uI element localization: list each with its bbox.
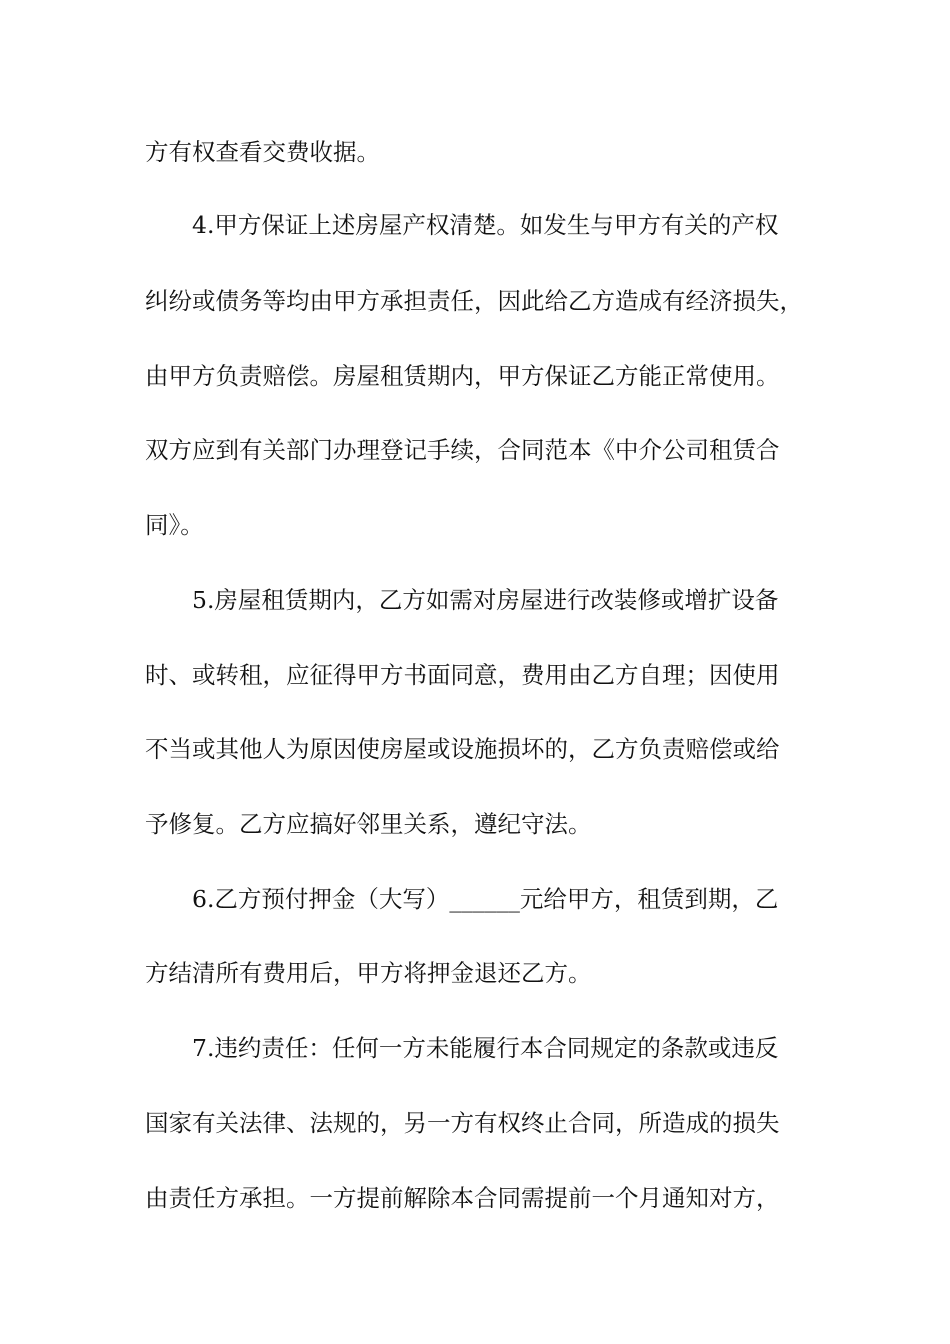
text-line: 予修复。乙方应搞好邻里关系，遵纪守法。 (145, 810, 592, 838)
text-line: 由甲方负责赔偿。房屋租赁期内，甲方保证乙方能正常使用。 (145, 362, 780, 390)
text-line: 国家有关法律、法规的，另一方有权终止合同，所造成的损失 (145, 1109, 780, 1137)
text-line: 不当或其他人为原因使房屋或设施损坏的，乙方负责赔偿或给 (145, 735, 780, 763)
text-line: 方结清所有费用后，甲方将押金退还乙方。 (145, 959, 592, 987)
text-line: 方有权查看交费收据。 (145, 138, 380, 166)
text-line: 5.房屋租赁期内，乙方如需对房屋进行改装修或增扩设备 (192, 586, 779, 614)
text-line: 由责任方承担。一方提前解除本合同需提前一个月通知对方， (145, 1184, 780, 1212)
text-line: 双方应到有关部门办理登记手续，合同范本《中介公司租赁合 (145, 436, 780, 464)
text-line: 时、或转租，应征得甲方书面同意，费用由乙方自理；因使用 (145, 661, 780, 689)
text-line: 7.违约责任：任何一方未能履行本合同规定的条款或违反 (192, 1034, 779, 1062)
text-line: 4.甲方保证上述房屋产权清楚。如发生与甲方有关的产权 (192, 211, 779, 239)
text-line: 6.乙方预付押金（大写）______元给甲方，租赁到期，乙 (192, 885, 779, 913)
text-line: 同》。 (145, 511, 204, 539)
text-line: 纠纷或债务等均由甲方承担责任，因此给乙方造成有经济损失， (145, 287, 803, 315)
